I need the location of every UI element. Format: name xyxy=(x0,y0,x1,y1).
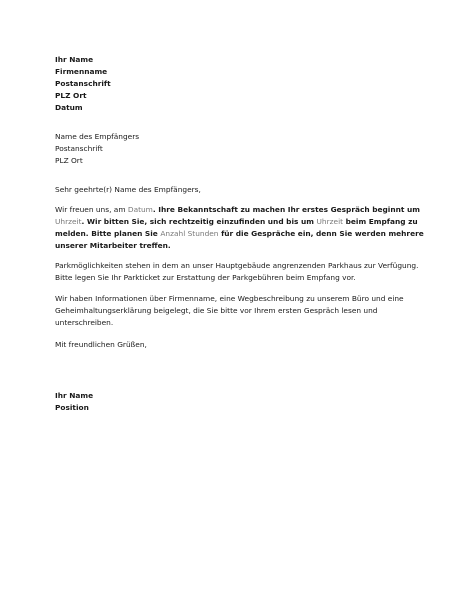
hours-placeholder: Anzahl Stunden xyxy=(160,229,219,238)
sender-address: Postanschrift xyxy=(55,79,111,88)
signature-block xyxy=(55,390,425,414)
paragraph-2 xyxy=(55,260,425,284)
p1-text-4: beim Empfang zu melden. Bitte planen Sie xyxy=(55,217,418,238)
p1-text-5: für die Gespräche ein, denn Sie werden mehrere unserer Mitarbeiter treffen. xyxy=(55,229,424,250)
time-placeholder-1: Uhrzeit xyxy=(55,217,82,226)
paragraph-3-text: Wir haben Informationen über Firmenname, eine Wegbeschreibung zu unserem Büro und eine Geheimhaltungserklärung beigelegt, die Sie bitte vor Ihrem ersten Gespräch lesen und unterschreiben. xyxy=(55,294,404,327)
salutation xyxy=(55,184,425,196)
sender-company: Firmenname xyxy=(55,67,108,76)
paragraph-1 xyxy=(55,204,425,252)
closing-text: Mit freundlichen Grüßen, xyxy=(55,340,147,349)
signature-name: Ihr Name xyxy=(55,391,94,400)
date-placeholder: Datum xyxy=(127,205,153,214)
salutation-text: Sehr geehrte(r) Name des Empfängers, xyxy=(55,185,201,194)
recipient-block xyxy=(55,131,425,167)
sender-block xyxy=(55,54,425,114)
recipient-address: Postanschrift xyxy=(55,144,103,153)
signature-position: Position xyxy=(55,403,89,412)
paragraph-3 xyxy=(55,293,425,329)
closing xyxy=(55,339,425,351)
paragraph-2-text: Parkmöglichkeiten stehen in dem an unser Hauptgebäude angrenzenden Parkhaus zur Verfügung. Bitte legen Sie Ihr Parkticket zur Erstattung der Parkgebühren beim Empfang vor. xyxy=(55,261,419,282)
sender-city: PLZ Ort xyxy=(55,91,87,100)
p1-text-1: Wir freuen uns, am xyxy=(55,205,128,214)
sender-name: Ihr Name xyxy=(55,55,94,64)
p1-text-2: . Ihre Bekanntschaft zu machen Ihr erstes Gespräch beginnt um xyxy=(152,205,420,214)
recipient-name: Name des Empfängers xyxy=(55,132,140,141)
p1-text-3: . Wir bitten Sie, sich rechtzeitig einzufinden und bis um xyxy=(81,217,317,226)
recipient-city: PLZ Ort xyxy=(55,156,83,165)
letter-date: Datum xyxy=(55,103,83,112)
time-placeholder-2: Uhrzeit xyxy=(316,217,344,226)
